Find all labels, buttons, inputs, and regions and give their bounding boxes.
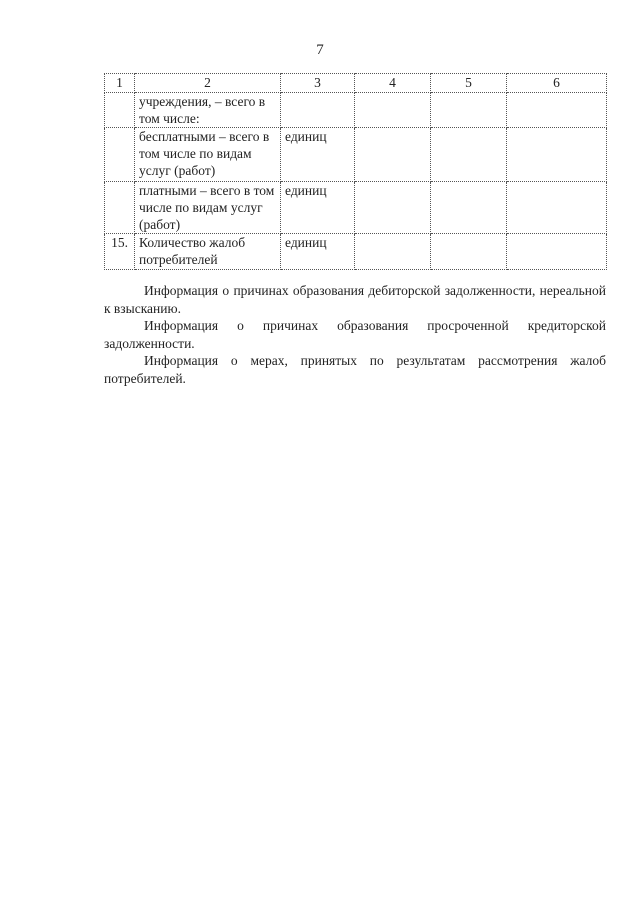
- note-paragraph: Информация о мерах, принятых по результатам рассмотрения жалоб потребителей.: [104, 353, 606, 386]
- row-unit: единиц: [281, 128, 355, 182]
- row-unit: [281, 93, 355, 128]
- row-name: бесплатными – всего в том числе по видам услуг (работ): [135, 128, 281, 182]
- table-row: [105, 93, 607, 128]
- row-number: [105, 182, 135, 234]
- row-value-5: [431, 234, 507, 270]
- data-table: [104, 73, 607, 270]
- row-unit: единиц: [281, 182, 355, 234]
- row-name: платными – всего в том числе по видам услуг (работ): [135, 182, 281, 234]
- header-cell: 6: [507, 74, 607, 93]
- header-cell: 1: [105, 74, 135, 93]
- notes-section: [104, 282, 606, 387]
- row-value-4: [355, 182, 431, 234]
- row-name: учреждения, – всего в том числе:: [135, 93, 281, 128]
- table-row: [105, 128, 607, 182]
- header-cell: 5: [431, 74, 507, 93]
- row-number: [105, 128, 135, 182]
- row-value-5: [431, 128, 507, 182]
- row-value-4: [355, 128, 431, 182]
- table-row: [105, 234, 607, 270]
- row-number: 15.: [105, 234, 135, 270]
- header-cell: 2: [135, 74, 281, 93]
- header-cell: 4: [355, 74, 431, 93]
- note-paragraph: Информация о причинах образования дебиторской задолженности, нереальной к взысканию.: [104, 283, 606, 316]
- note-paragraph: Информация о причинах образования просроченной кредиторской задолженности.: [104, 318, 606, 351]
- header-cell: 3: [281, 74, 355, 93]
- row-value-5: [431, 93, 507, 128]
- row-name: Количество жалоб потребителей: [135, 234, 281, 270]
- row-number: [105, 93, 135, 128]
- row-unit: единиц: [281, 234, 355, 270]
- row-value-6: [507, 128, 607, 182]
- row-value-4: [355, 93, 431, 128]
- page-number: 7: [316, 42, 324, 58]
- row-value-6: [507, 234, 607, 270]
- row-value-6: [507, 93, 607, 128]
- table-row: [105, 182, 607, 234]
- row-value-4: [355, 234, 431, 270]
- row-value-6: [507, 182, 607, 234]
- row-value-5: [431, 182, 507, 234]
- table-header-row: [105, 74, 607, 93]
